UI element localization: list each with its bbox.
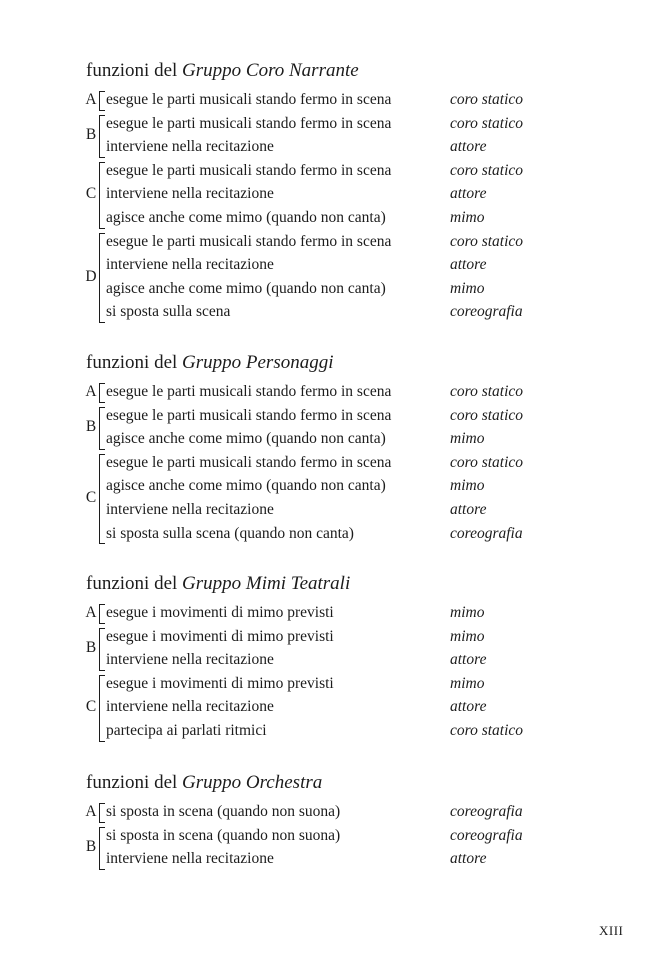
function-description: partecipa ai parlati ritmici <box>106 722 267 739</box>
function-role: attore <box>450 850 487 868</box>
group-letter: A <box>85 802 97 820</box>
function-description: esegue le parti musicali stando fermo in scena <box>106 161 392 179</box>
function-description: esegue i movimenti di mimo previsti <box>106 604 334 621</box>
function-role: attore <box>450 185 487 203</box>
function-row <box>0 300 648 324</box>
function-role: coro statico <box>450 722 524 739</box>
function-role: coro statico <box>450 232 524 250</box>
function-row <box>0 648 648 672</box>
group-letter: C <box>85 698 97 716</box>
function-role: attore <box>450 698 487 716</box>
function-row <box>0 719 648 743</box>
function-role: coro statico <box>450 161 524 179</box>
function-role: coro statico <box>450 453 524 471</box>
function-description: agisce anche come mimo (quando non canta) <box>106 209 386 226</box>
function-role: mimo <box>450 430 485 448</box>
section-title-group-name: Gruppo Mimi Teatrali <box>182 573 351 594</box>
function-description: interviene nella recitazione <box>106 501 274 518</box>
function-role: mimo <box>450 477 485 495</box>
function-row <box>0 159 648 183</box>
function-description: si sposta in scena (quando non suona) <box>106 826 341 844</box>
function-role: coreografia <box>450 803 523 820</box>
function-row <box>0 625 648 649</box>
function-role: coro statico <box>450 383 524 400</box>
function-row <box>0 601 648 625</box>
function-role: coreografia <box>450 303 523 321</box>
function-row <box>0 206 648 230</box>
function-description: esegue le parti musicali stando fermo in scena <box>106 406 392 424</box>
function-role: coreografia <box>450 826 523 844</box>
group-letter: A <box>85 90 97 108</box>
function-role: coreografia <box>450 524 523 542</box>
section-title-prefix: funzioni del <box>86 573 178 594</box>
group-letter: C <box>85 489 97 506</box>
function-description: interviene nella recitazione <box>106 256 274 274</box>
function-role: mimo <box>450 209 485 226</box>
section-title-prefix: funzioni del <box>86 772 178 793</box>
function-description: esegue le parti musicali stando fermo in scena <box>106 383 392 400</box>
function-description: esegue i movimenti di mimo previsti <box>106 674 334 692</box>
function-description: agisce anche come mimo (quando non canta) <box>106 430 386 448</box>
function-role: attore <box>450 138 487 156</box>
function-description: si sposta sulla scena <box>106 303 231 321</box>
function-description: interviene nella recitazione <box>106 651 274 669</box>
section-title-prefix: funzioni del <box>86 352 178 373</box>
function-description: esegue le parti musicali stando fermo in scena <box>106 114 392 132</box>
function-section <box>0 772 648 868</box>
function-row <box>0 474 648 498</box>
section-title-group-name: Gruppo Personaggi <box>182 352 334 373</box>
group-letter: B <box>85 639 97 657</box>
function-description: si sposta sulla scena (quando non canta) <box>106 524 354 542</box>
section-title-group-name: Gruppo Coro Narrante <box>182 60 359 81</box>
section-title <box>86 772 322 794</box>
function-role: attore <box>450 501 487 518</box>
function-role: attore <box>450 256 487 274</box>
section-title <box>86 60 359 82</box>
function-row <box>0 88 648 112</box>
function-row <box>0 253 648 277</box>
group-letter: A <box>85 382 97 400</box>
function-role: mimo <box>450 279 485 297</box>
group-letter: A <box>85 603 97 621</box>
function-row <box>0 695 648 719</box>
group-letter: B <box>85 838 97 856</box>
function-description: interviene nella recitazione <box>106 138 274 156</box>
function-row <box>0 451 648 475</box>
function-row <box>0 847 648 871</box>
function-row <box>0 404 648 428</box>
function-row <box>0 230 648 254</box>
function-row <box>0 135 648 159</box>
section-title-prefix: funzioni del <box>86 60 178 81</box>
function-description: si sposta in scena (quando non suona) <box>106 803 341 820</box>
function-row <box>0 427 648 451</box>
function-row <box>0 380 648 404</box>
page-number: XIII <box>599 923 624 938</box>
function-role: coro statico <box>450 91 524 108</box>
function-section <box>0 60 648 321</box>
function-role: coro statico <box>450 114 524 132</box>
section-title <box>86 573 350 595</box>
group-letter: C <box>85 185 97 203</box>
function-description: interviene nella recitazione <box>106 698 274 716</box>
function-role: attore <box>450 651 487 669</box>
function-description: agisce anche come mimo (quando non canta) <box>106 477 386 495</box>
section-title <box>86 352 334 374</box>
function-row <box>0 498 648 522</box>
function-section <box>0 573 648 739</box>
group-letter: D <box>85 267 97 285</box>
function-role: mimo <box>450 604 485 621</box>
function-row <box>0 277 648 301</box>
function-description: agisce anche come mimo (quando non canta) <box>106 279 386 297</box>
group-letter: B <box>85 418 97 436</box>
function-section <box>0 352 648 542</box>
function-row <box>0 800 648 824</box>
function-row <box>0 112 648 136</box>
function-row <box>0 522 648 546</box>
function-row <box>0 182 648 206</box>
function-description: esegue i movimenti di mimo previsti <box>106 627 334 645</box>
function-description: interviene nella recitazione <box>106 185 274 203</box>
function-role: mimo <box>450 674 485 692</box>
function-row <box>0 672 648 696</box>
function-description: esegue le parti musicali stando fermo in scena <box>106 232 392 250</box>
function-role: mimo <box>450 627 485 645</box>
function-description: esegue le parti musicali stando fermo in scena <box>106 91 392 108</box>
function-role: coro statico <box>450 406 524 424</box>
section-title-group-name: Gruppo Orchestra <box>182 772 323 793</box>
function-description: interviene nella recitazione <box>106 850 274 868</box>
function-row <box>0 824 648 848</box>
function-description: esegue le parti musicali stando fermo in scena <box>106 453 392 471</box>
group-letter: B <box>85 126 97 144</box>
